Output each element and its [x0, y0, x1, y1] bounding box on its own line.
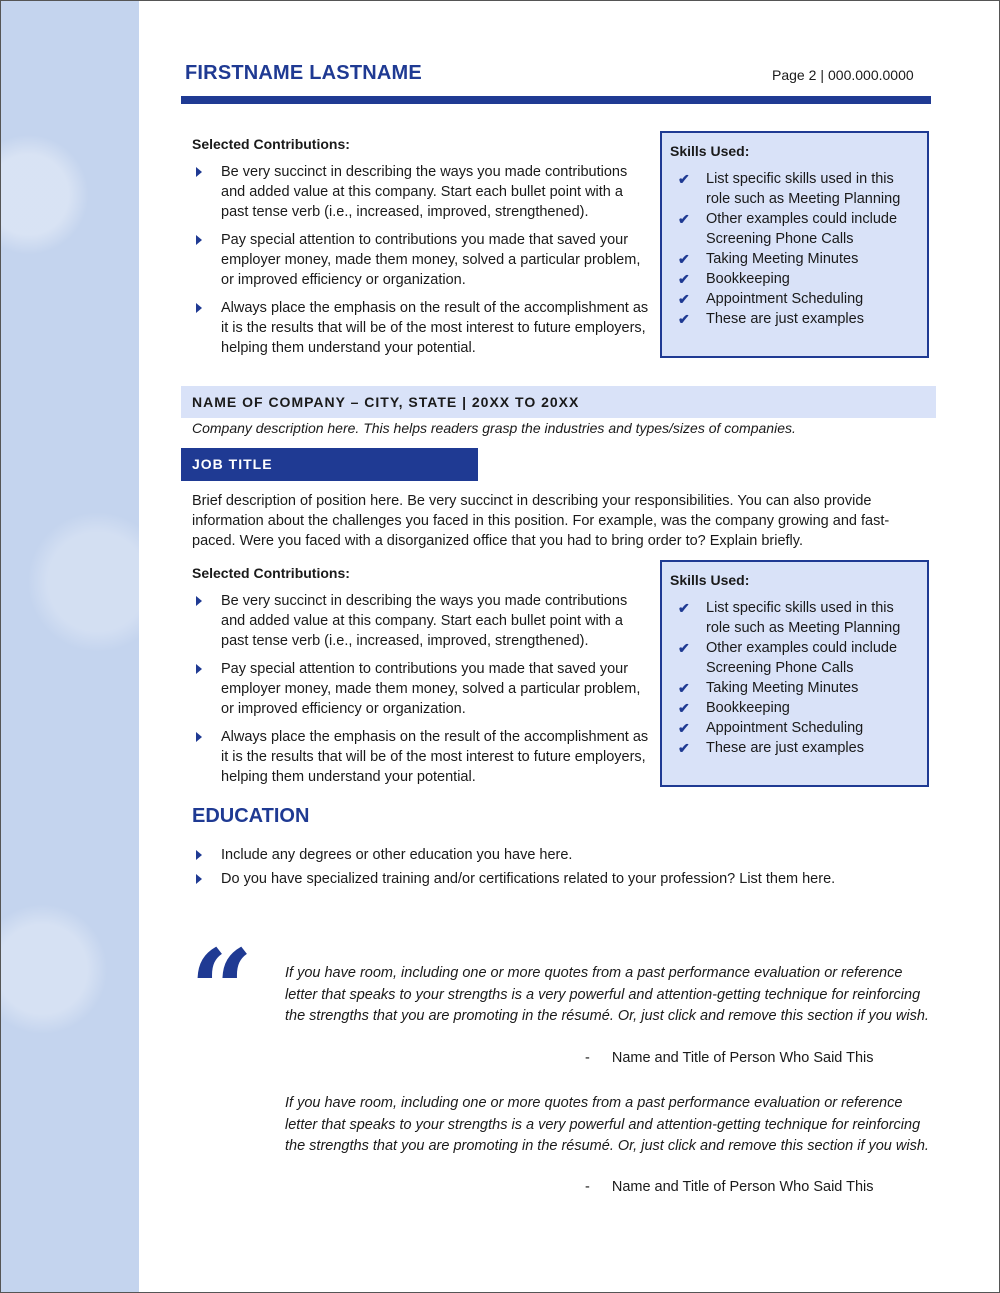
candidate-name: FIRSTNAME LASTNAME: [185, 62, 422, 84]
phone-number: 000.000.0000: [828, 67, 914, 83]
list-item: Be very succinct in describing the ways you made contributions and added value at this company. Start each bullet point with a past tense verb (i.e., increased, improved, strengthened).: [184, 162, 654, 222]
list-item: Always place the emphasis on the result of the accomplishment as it is the results that will be of the most interest to future employers, helping them understand your potential.: [184, 727, 654, 787]
list-item: ✔ Other examples could include Screening Phone Calls: [678, 211, 898, 247]
position-description: Brief description of position here. Be very succinct in describing your responsibilities. You can also provide information about the challenges you faced in this position. For example, was the company growing and fast-paced. Were you faced with a disorganized office that you had to bring order to? Explain briefly.: [192, 493, 890, 549]
list-item: Always place the emphasis on the result of the accomplishment as it is the results that will be of the most interest to future employers, helping them understand your potential.: [184, 298, 654, 358]
list-item: ✔ List specific skills used in this role such as Meeting Planning: [678, 600, 901, 636]
quote-attribution: - Name and Title of Person Who Said This: [585, 1050, 874, 1066]
education-heading: EDUCATION: [192, 805, 310, 827]
checkmark-icon: ✔: [678, 271, 690, 287]
company-heading: NAME OF COMPANY – CITY, STATE | 20XX TO 20XX: [181, 386, 936, 418]
list-item: ✔ Bookkeeping: [678, 700, 790, 716]
header-rule: [181, 96, 931, 104]
checkmark-icon: ✔: [678, 700, 690, 716]
decorative-side-strip: [1, 1, 139, 1292]
list-item: ✔ Bookkeeping: [678, 271, 790, 287]
bullet-arrow-icon: [196, 303, 202, 313]
checkmark-icon: ✔: [678, 291, 690, 307]
page-info: [772, 67, 914, 83]
list-item: Pay special attention to contributions you made that saved your employer money, made them money, solved a particular problem, or improved efficiency or organization.: [184, 230, 654, 290]
skills-box: [660, 131, 929, 358]
list-item: ✔ These are just examples: [678, 311, 864, 327]
company-description: Company description here. This helps readers grasp the industries and types/sizes of companies.: [192, 420, 796, 436]
skills-heading: Skills Used:: [670, 143, 750, 159]
header-separator: |: [820, 67, 825, 83]
list-item: Include any degrees or other education you have here.: [184, 845, 924, 865]
checkmark-icon: ✔: [678, 640, 690, 656]
list-item: ✔ These are just examples: [678, 740, 864, 756]
testimonial-quote: If you have room, including one or more quotes from a past performance evaluation or reference letter that speaks to your strengths is a very powerful and attention-getting technique for reinforcing the strengths that you are promoting in the résumé. Or, just click and remove this section if you wish.: [285, 1095, 929, 1154]
contributions-list: [184, 591, 654, 795]
list-item: ✔ Appointment Scheduling: [678, 720, 864, 736]
skills-list: [670, 598, 919, 758]
education-list: [184, 845, 924, 897]
page-number: Page 2: [772, 67, 817, 83]
contributions-heading: Selected Contributions:: [192, 565, 350, 581]
skills-heading: Skills Used:: [670, 572, 750, 588]
quotation-mark-icon: “: [190, 925, 254, 1054]
skills-box: [660, 560, 929, 787]
list-item: ✔ Taking Meeting Minutes: [678, 680, 859, 696]
job-title: JOB TITLE: [181, 448, 478, 481]
checkmark-icon: ✔: [678, 740, 690, 756]
checkmark-icon: ✔: [678, 251, 690, 267]
checkmark-icon: ✔: [678, 720, 690, 736]
list-item: ✔ List specific skills used in this role such as Meeting Planning: [678, 171, 901, 207]
checkmark-icon: ✔: [678, 680, 690, 696]
contributions-list: [184, 162, 654, 366]
checkmark-icon: ✔: [678, 311, 690, 327]
bullet-arrow-icon: [196, 235, 202, 245]
contributions-heading: Selected Contributions:: [192, 136, 350, 152]
bullet-arrow-icon: [196, 732, 202, 742]
bullet-arrow-icon: [196, 874, 202, 884]
checkmark-icon: ✔: [678, 211, 690, 227]
quote-attribution: - Name and Title of Person Who Said This: [585, 1179, 874, 1195]
list-item: ✔ Taking Meeting Minutes: [678, 251, 859, 267]
list-item: ✔ Other examples could include Screening Phone Calls: [678, 640, 898, 676]
bullet-arrow-icon: [196, 167, 202, 177]
skills-list: [670, 169, 919, 329]
list-item: ✔ Appointment Scheduling: [678, 291, 864, 307]
testimonial-quote: If you have room, including one or more quotes from a past performance evaluation or reference letter that speaks to your strengths is a very powerful and attention-getting technique for reinforcing the strengths that you are promoting in the résumé. Or, just click and remove this section if you wish.: [285, 965, 929, 1024]
list-item: Be very succinct in describing the ways you made contributions and added value at this company. Start each bullet point with a past tense verb (i.e., increased, improved, strengthened).: [184, 591, 654, 651]
bullet-arrow-icon: [196, 596, 202, 606]
bullet-arrow-icon: [196, 664, 202, 674]
checkmark-icon: ✔: [678, 600, 690, 616]
list-item: Pay special attention to contributions you made that saved your employer money, made them money, solved a particular problem, or improved efficiency or organization.: [184, 659, 654, 719]
bullet-arrow-icon: [196, 850, 202, 860]
list-item: Do you have specialized training and/or certifications related to your profession? List them here.: [184, 869, 924, 889]
checkmark-icon: ✔: [678, 171, 690, 187]
